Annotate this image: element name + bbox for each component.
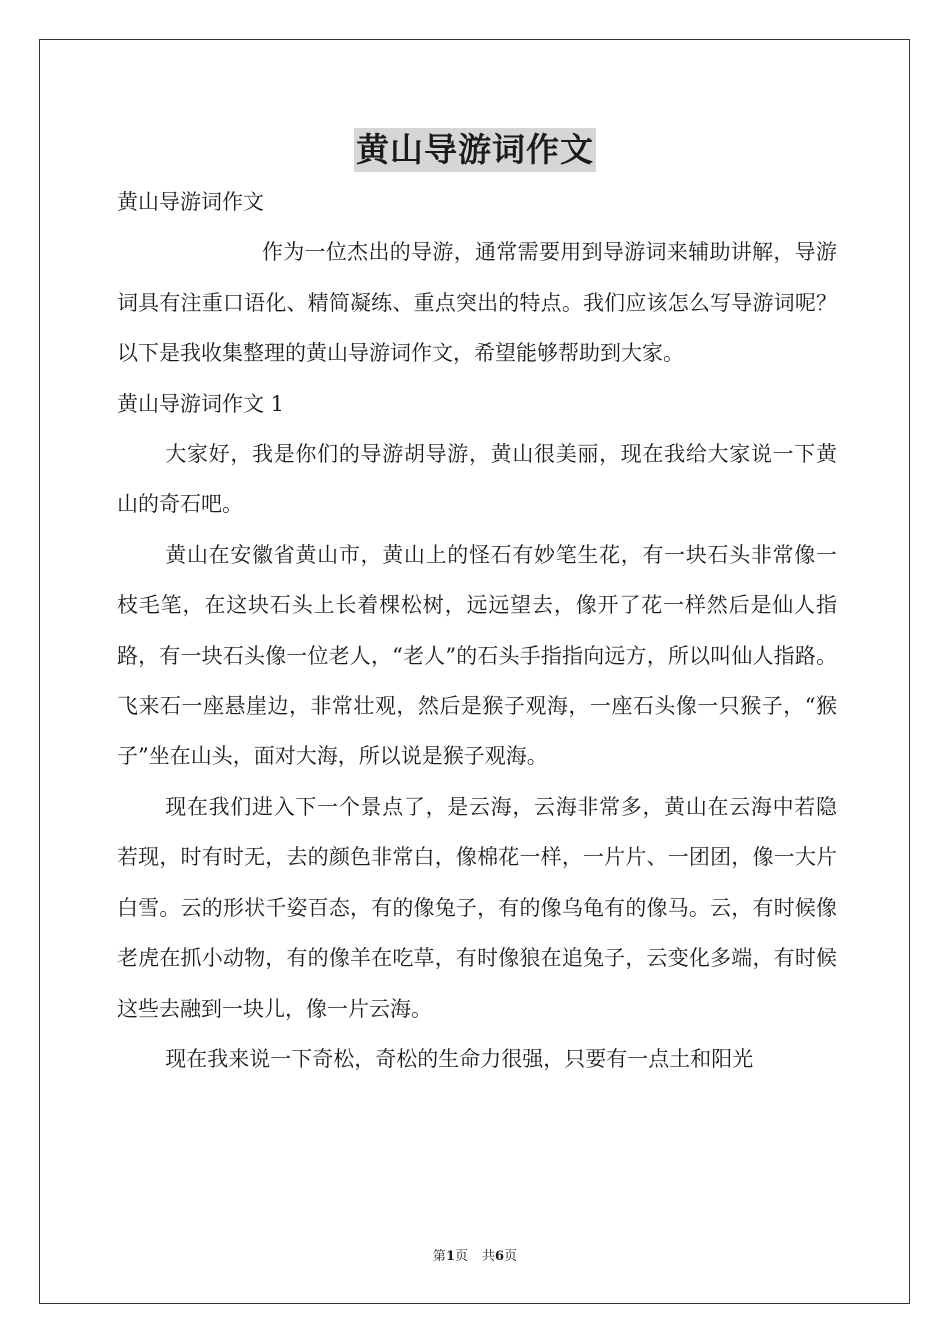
page-footer <box>0 1248 950 1266</box>
body-paragraph: 黄山在安徽省黄山市，黄山上的怪石有妙笔生花，有一块石头非常像一枝毛笔，在这块石头上长着棵松树，远远望去，像开了花一样然后是仙人指路，有一块石头像一位老人，“老人”的石头手指指向远方，所以叫仙人指路。飞来石一座悬崖边，非常壮观，然后是猴子观海，一座石头像一只猴子，“猴子”坐在山头，面对大海，所以说是猴子观海。 <box>117 542 837 769</box>
body-paragraph: 现在我来说一下奇松，奇松的生命力很强，只要有一点土和阳光 <box>165 1046 754 1071</box>
body-paragraph: 大家好，我是你们的导游胡导游，黄山很美丽，现在我给大家说一下黄山的奇石吧。 <box>117 442 837 517</box>
section-heading: 黄山导游词作文 1 <box>117 391 285 416</box>
page-prefix: 第 <box>432 1249 446 1264</box>
page-number: 1 <box>445 1249 455 1264</box>
total-suffix: 页 <box>504 1249 518 1264</box>
section-heading: 黄山导游词作文 <box>117 190 264 214</box>
total-prefix: 共 <box>482 1249 496 1264</box>
body-paragraph: 现在我们进入下一个景点了，是云海，云海非常多，黄山在云海中若隐若现，时有时无，去的颜色非常白，像棉花一样，一片片、一团团，像一大片白雪。云的形状千姿百态，有的像兔子，有的像乌龟有的像马。云，有时候像老虎在抓小动物，有的像羊在吃草，有时像狼在追兔子，云变化多端，有时候这些去融到一块儿，像一片云海。 <box>117 794 837 1021</box>
intro-paragraph: 作为一位杰出的导游，通常需要用到导游词来辅助讲解，导游词具有注重口语化、精简凝练、重点突出的特点。我们应该怎么写导游词呢？以下是我收集整理的黄山导游词作文，希望能够帮助到大家。 <box>117 240 837 366</box>
total-pages: 6 <box>495 1249 505 1264</box>
title-container <box>0 128 950 172</box>
document-body <box>117 177 837 1084</box>
page-suffix: 页 <box>454 1249 468 1264</box>
document-title: 黄山导游词作文 <box>354 128 596 172</box>
